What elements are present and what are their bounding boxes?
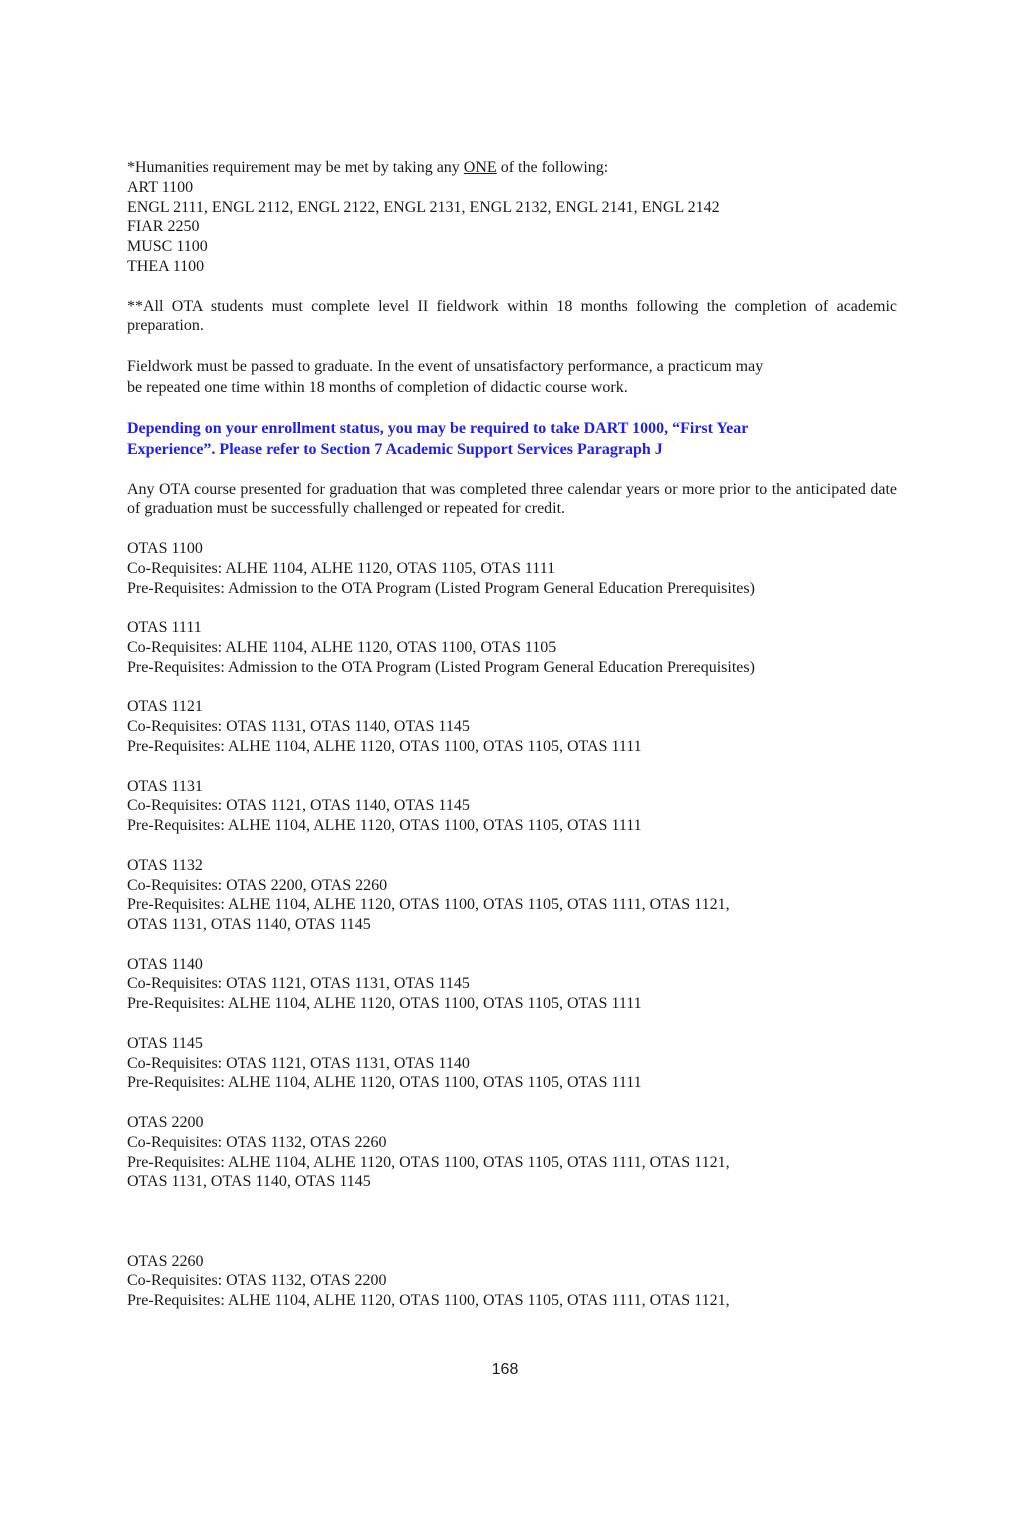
pre-requisites: Pre-Requisites: ALHE 1104, ALHE 1120, OTAS 1100, OTAS 1105, OTAS 1111, OTAS 1121, [127,1292,730,1310]
co-requisites: Co-Requisites: OTAS 1131, OTAS 1140, OTAS 1145 [127,718,470,736]
co-requisites: Co-Requisites: OTAS 1121, OTAS 1131, OTAS 1140 [127,1054,470,1072]
course-code: OTAS 1145 [127,1034,203,1052]
document-page [127,158,897,1311]
emphasis-one: ONE [463,159,497,176]
course-code: OTAS 1132 [127,856,203,874]
fieldwork-deadline-note: **All OTA students must complete level II fieldwork within 18 months following the completion of academic preparation. [127,297,897,335]
co-requisites: Co-Requisites: OTAS 1121, OTAS 1140, OTAS 1145 [127,797,470,815]
pre-requisites: Pre-Requisites: ALHE 1104, ALHE 1120, OTAS 1100, OTAS 1105, OTAS 1111, OTAS 1121, [127,1153,730,1171]
humanities-intro: *Humanities requirement may be met by taking any ONE of the following: [127,159,609,176]
pre-requisites: Pre-Requisites: Admission to the OTA Program (Listed Program General Education Prerequisites) [127,658,755,676]
pre-requisites: Pre-Requisites: ALHE 1104, ALHE 1120, OTAS 1100, OTAS 1105, OTAS 1111 [127,737,642,755]
pre-requisites: Pre-Requisites: Admission to the OTA Program (Listed Program General Education Prerequisites) [127,579,755,597]
page-number: 168 [491,1361,519,1378]
co-requisites: Co-Requisites: OTAS 1121, OTAS 1131, OTAS 1145 [127,975,470,993]
co-requisites: Co-Requisites: ALHE 1104, ALHE 1120, OTAS 1100, OTAS 1105 [127,638,557,656]
humanities-option: THEA 1100 [127,257,205,275]
humanities-option: ENGL 2111, ENGL 2112, ENGL 2122, ENGL 2131, ENGL 2132, ENGL 2141, ENGL 2142 [127,198,720,216]
course-code: OTAS 1131 [127,777,203,795]
pre-requisites-continued: OTAS 1131, OTAS 1140, OTAS 1145 [127,916,371,934]
fieldwork-pass-note: Fieldwork must be passed to graduate. In the event of unsatisfactory performance, a practicum may be repeated one time within 18 months of completion of didactic course work. [127,357,764,396]
humanities-requirement [127,158,897,277]
ota-course-age-rule: Any OTA course presented for graduation that was completed three calendar years or more prior to the anticipated date of graduation must be successfully challenged or repeated for credit. [127,480,897,518]
course-otas-2200 [127,1113,897,1192]
course-otas-1145 [127,1034,897,1093]
course-otas-1140 [127,955,897,1014]
course-code: OTAS 1111 [127,619,202,637]
course-otas-1132 [127,856,897,935]
pre-requisites: Pre-Requisites: ALHE 1104, ALHE 1120, OTAS 1100, OTAS 1105, OTAS 1111 [127,1074,642,1092]
course-otas-1111 [127,618,897,677]
pre-requisites: Pre-Requisites: ALHE 1104, ALHE 1120, OTAS 1100, OTAS 1105, OTAS 1111, OTAS 1121, [127,896,730,914]
co-requisites: Co-Requisites: OTAS 1132, OTAS 2260 [127,1133,387,1151]
course-otas-1100 [127,539,897,598]
course-otas-2260 [127,1252,897,1311]
humanities-option: ART 1100 [127,178,194,196]
pre-requisites: Pre-Requisites: ALHE 1104, ALHE 1120, OTAS 1100, OTAS 1105, OTAS 1111 [127,995,642,1013]
course-otas-1131 [127,777,897,836]
pre-requisites: Pre-Requisites: ALHE 1104, ALHE 1120, OTAS 1100, OTAS 1105, OTAS 1111 [127,817,642,835]
course-code: OTAS 1140 [127,955,203,973]
course-code: OTAS 1121 [127,698,203,716]
course-otas-1121 [127,697,897,756]
co-requisites: Co-Requisites: OTAS 2200, OTAS 2260 [127,876,388,894]
course-code: OTAS 2200 [127,1114,204,1132]
dart-notice: Depending on your enrollment status, you may be required to take DART 1000, “First Year Experience”. Please refer to Section 7 Academic Support Services Paragraph J [127,419,749,458]
course-code: OTAS 2260 [127,1252,204,1270]
humanities-option: MUSC 1100 [127,238,208,256]
course-code: OTAS 1100 [127,539,203,557]
humanities-option: FIAR 2250 [127,218,200,236]
co-requisites: Co-Requisites: ALHE 1104, ALHE 1120, OTAS 1105, OTAS 1111 [127,559,556,577]
pre-requisites-continued: OTAS 1131, OTAS 1140, OTAS 1145 [127,1173,371,1191]
co-requisites: Co-Requisites: OTAS 1132, OTAS 2200 [127,1272,387,1290]
